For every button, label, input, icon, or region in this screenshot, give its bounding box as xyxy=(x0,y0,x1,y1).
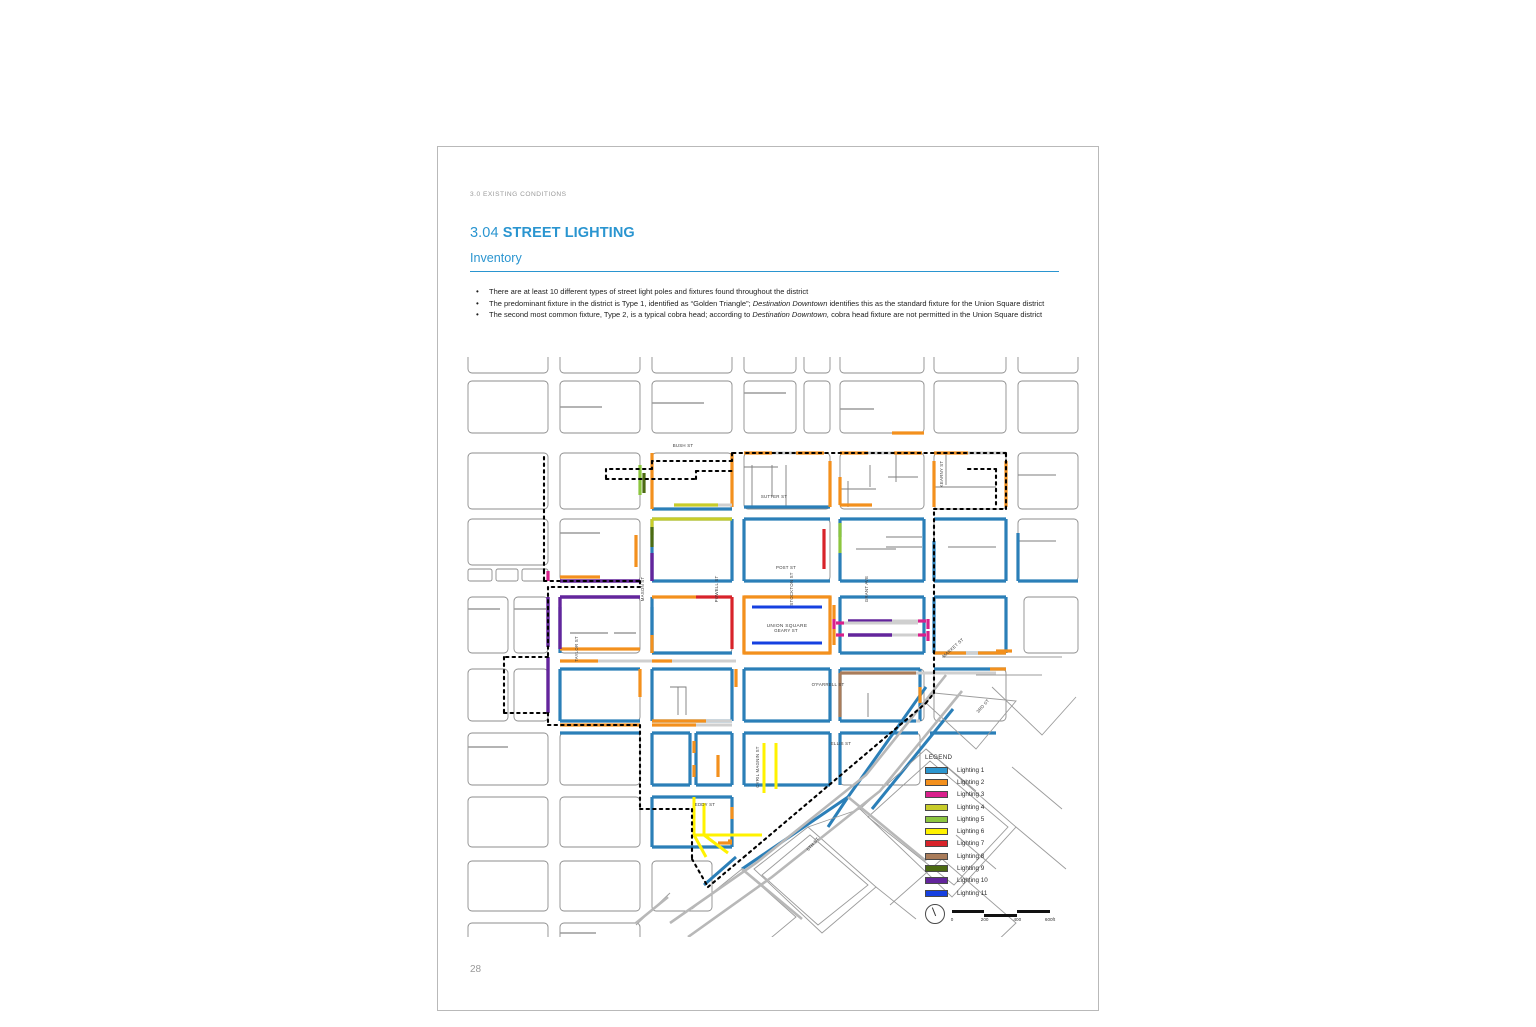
map-lot-lines xyxy=(468,393,874,933)
union-square-park xyxy=(744,597,830,653)
street-label: SUTTER ST xyxy=(760,494,788,499)
legend-label: Lighting 8 xyxy=(957,852,985,860)
legend-swatch xyxy=(925,828,948,835)
page-title xyxy=(470,225,635,241)
subsection-heading: Inventory xyxy=(470,251,522,265)
heading-divider xyxy=(470,271,1059,272)
legend-swatch xyxy=(925,816,948,823)
scalebar-tick-label: 400 xyxy=(1013,917,1022,922)
map-legend xyxy=(925,754,1045,899)
legend-item xyxy=(925,764,1045,776)
legend-swatch xyxy=(925,853,948,860)
section-number: 3.04 xyxy=(470,225,499,241)
street-label: GRANT AVE xyxy=(864,575,869,603)
north-arrow-icon xyxy=(925,904,945,924)
scalebar-segment xyxy=(952,910,984,913)
legend-swatch xyxy=(925,877,948,884)
map-lot-lines-thin xyxy=(670,453,1056,717)
legend-label: Lighting 9 xyxy=(957,865,985,873)
bullet-text: The predominant fixture in the district is Type 1, identified as “Golden Triangle”; Destination Downtown identifies this as the standard fixture for the Union Square district xyxy=(489,298,1045,308)
scalebar-tick-label: 200 xyxy=(980,917,989,922)
legend-swatch xyxy=(925,791,948,798)
street-label: 3RD ST xyxy=(975,698,991,714)
bullet-item xyxy=(470,286,1062,298)
street-label: KEARNY ST xyxy=(939,460,944,488)
street-label: MASON ST xyxy=(640,576,645,602)
legend-rows xyxy=(925,764,1045,899)
legend-swatch xyxy=(925,840,948,847)
legend-item xyxy=(925,813,1045,825)
legend-item xyxy=(925,825,1045,837)
compass-needle xyxy=(932,907,936,915)
park-label: UNION SQUARE xyxy=(766,624,808,629)
legend-item xyxy=(925,801,1045,813)
legend-item xyxy=(925,887,1045,899)
map-scalebar xyxy=(925,902,1056,930)
legend-label: Lighting 5 xyxy=(957,815,985,823)
bullet-item xyxy=(470,309,1062,321)
scalebar-tick-label: 600ft xyxy=(1044,917,1056,922)
bullet-item xyxy=(470,298,1062,310)
legend-item xyxy=(925,789,1045,801)
legend-title: LEGEND xyxy=(925,754,953,761)
street-label: EDDY ST xyxy=(694,802,716,807)
legend-label: Lighting 4 xyxy=(957,803,985,811)
street-label: O'FARRELL ST xyxy=(811,682,845,687)
street-label: STOCKTON ST xyxy=(789,572,794,606)
bullet-text: There are at least 10 different types of street light poles and fixtures found throughout the district xyxy=(489,287,809,296)
scalebar-segment xyxy=(1017,910,1050,913)
street-label: TAYLOR ST xyxy=(574,636,579,662)
legend-item xyxy=(925,875,1045,887)
legend-item xyxy=(925,776,1045,788)
street-label: ELLIS ST xyxy=(830,741,852,746)
map-soma-street-casing xyxy=(636,675,962,937)
bullet-marker: • xyxy=(476,287,479,296)
bullet-text: The second most common fixture, Type 2, is a typical cobra head; according to Destination Downtown, cobra head fixture are not permitted in the Union Square district xyxy=(489,310,1043,320)
legend-label: Lighting 2 xyxy=(957,778,985,786)
bullet-marker: • xyxy=(476,298,479,308)
legend-swatch xyxy=(925,865,948,872)
legend-swatch xyxy=(925,779,948,786)
street-label: CYRIL MAGNIN ST xyxy=(755,746,760,788)
scalebar-ticks xyxy=(950,916,1056,926)
street-label: BUSH ST xyxy=(672,443,694,448)
legend-item xyxy=(925,862,1045,874)
document-page xyxy=(437,146,1099,1011)
scalebar-tick-label: 0 xyxy=(950,917,954,922)
bullet-list xyxy=(470,286,1062,321)
legend-item xyxy=(925,838,1045,850)
legend-label: Lighting 11 xyxy=(957,889,988,897)
legend-swatch xyxy=(925,804,948,811)
street-label: POST ST xyxy=(775,565,797,570)
street-label: GEARY ST xyxy=(774,628,798,633)
legend-label: Lighting 1 xyxy=(957,766,985,774)
legend-item xyxy=(925,850,1045,862)
page-number: 28 xyxy=(470,964,482,975)
legend-swatch xyxy=(925,890,948,897)
running-head: 3.0 EXISTING CONDITIONS xyxy=(470,191,567,198)
legend-label: Lighting 3 xyxy=(957,791,985,799)
bullet-marker: • xyxy=(476,310,479,320)
legend-swatch xyxy=(925,767,948,774)
street-label: POWELL ST xyxy=(714,575,719,603)
street-label: 5TH ST xyxy=(805,836,821,852)
legend-label: Lighting 10 xyxy=(957,877,988,885)
section-name: STREET LIGHTING xyxy=(502,225,635,241)
legend-label: Lighting 6 xyxy=(957,828,985,836)
street-label: MARKET ST xyxy=(941,637,965,659)
legend-label: Lighting 7 xyxy=(957,840,985,848)
